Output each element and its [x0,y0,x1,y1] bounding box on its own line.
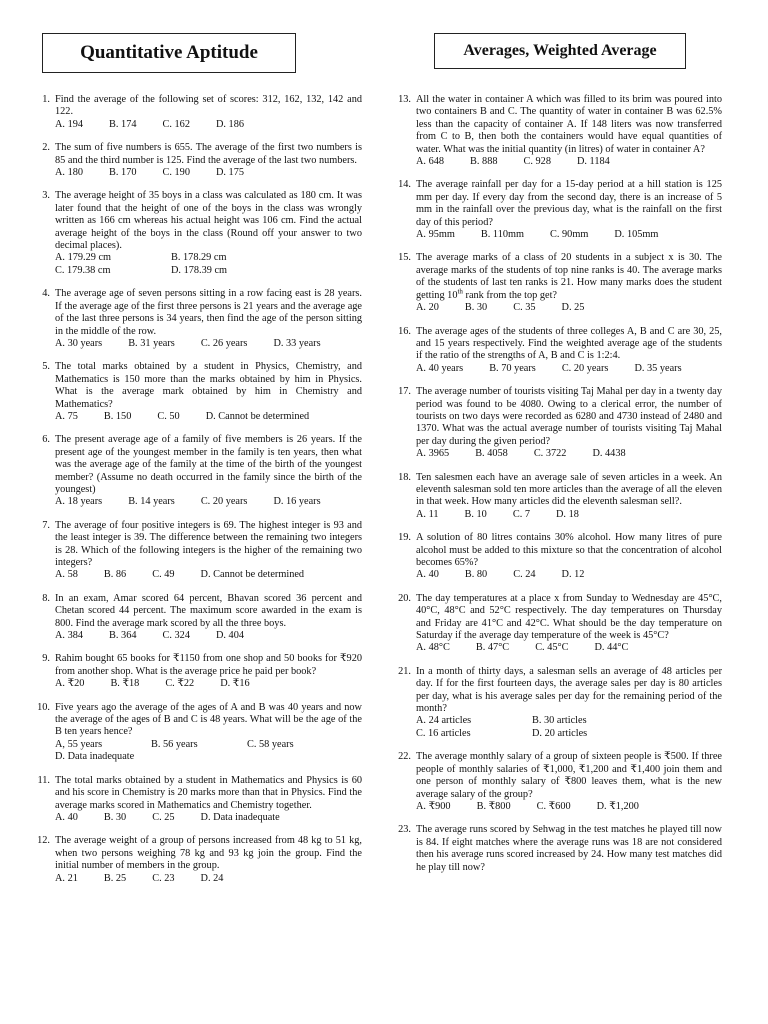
question-number: 16. [398,325,411,337]
answer-option: B. 31 years [128,337,175,349]
answer-option: D. ₹16 [220,678,250,690]
answer-option: B. 150 [103,410,132,422]
question-item [32,702,362,764]
answer-option: D. 35 years [634,362,682,374]
answer-option: D. 18 [556,508,579,520]
answer-options [416,363,722,375]
answer-options [55,496,362,508]
answer-option: D. 404 [215,630,244,642]
answer-options [416,569,722,581]
question-text: The average age of seven persons sitting in a row facing east is 28 years. If the average age of the first three persons is 21 years and the average age of the last three persons is 34 years, then find the age of the person sitting in the middle of the row. [55,288,362,337]
question-text-part: rank from the top get? [462,289,558,301]
answer-options [55,678,362,690]
answer-option: D. 12 [561,569,585,581]
answer-options [416,229,722,241]
question-text: A solution of 80 litres contains 30% alcohol. How many litres of pure alcohol must be added to this mixture so that the concentration of alcohol becomes 65%? [416,532,722,568]
answer-option: B. ₹800 [476,800,511,812]
question-item [32,593,362,643]
answer-options [55,119,362,131]
answer-option: B. 86 [103,569,127,581]
question-text: The average weight of a group of persons increased from 48 kg to 51 kg, when two persons weighing 78 kg and 93 kg join the group. Find the initial number of members in the group. [55,835,362,872]
right-question-column [391,94,722,885]
answer-option: B. 14 years [128,496,175,508]
question-item [391,252,722,314]
question-number: 1. [42,94,50,105]
question-number: 8. [42,592,50,604]
question-number: 5. [42,361,50,373]
question-item [391,94,722,168]
answer-option: C. 50 [157,410,180,422]
answer-option: A. 40 [416,569,439,581]
question-text-part: The average marks of a class of 20 students in a subject x is 30. The average marks of the students of top nine ranks is 40. The average marks of the students of last ten ranks is 21. How many marks does the student getting 10 [416,252,722,301]
question-item [32,142,362,179]
answer-option: D. 16 years [273,496,321,508]
question-item [391,326,722,376]
answer-option: C. 190 [162,167,190,179]
answer-option: B. 47°C [475,642,510,654]
question-item [391,824,722,874]
answer-option: C. 35 [513,302,536,314]
question-number: 2. [42,142,50,154]
question-item [32,361,362,423]
question-number: 13. [398,94,411,105]
question-number: 12. [37,835,50,847]
question-number: 18. [398,471,411,483]
question-text: The average number of tourists visiting Taj Mahal per day in a twenty day period was found to be 4080. Owing to a clerical error, the number of tourists on two days were recorded as 6280 and 4730 instead of 2480 and 1370. What was the actual average number of tourists visiting Taj Mahal per day during the given period? [416,386,722,447]
question-text [416,252,722,302]
question-text: In an exam, Amar scored 64 percent, Bhavan scored 36 percent and Chetan scored 44 percent. The maximum score awarded in the exam is 800. Find the average mark scored by all the three boys. [55,592,362,629]
question-text: The average ages of the students of three colleges A, B and C are 30, 25, and 15 years respectively. Find the weighted average age of the students if the ratio of the strengths of A, B and C is 1:2:4. [416,325,722,362]
answer-option: D. 33 years [273,337,321,349]
answer-options [416,801,722,813]
answer-options [416,715,722,740]
answer-option: C. 45°C [535,642,569,654]
answer-options [55,252,362,277]
question-text: The average runs scored by Sehwag in the test matches he played till now is 84. If eight matches where the average runs was 18 are not considered then his average runs scored increased by 24. How many test matches did he play till now? [416,824,722,873]
answer-option: A. 40 years [416,362,464,374]
answer-options [55,630,362,642]
answer-options [55,569,362,581]
answer-option: B. 170 [109,167,137,179]
answer-option: C. 7 [512,508,530,520]
question-item [32,653,362,690]
answer-options [55,739,362,764]
question-text: The total marks obtained by a student in Physics, Chemistry, and Mathematics is 150 more than the marks obtained by him in Physics. What is the average mark obtained by him in Chemistry and Mathematics? [55,361,362,410]
answer-option: D. Data inadequate [55,751,135,763]
question-text: The average height of 35 boys in a class was calculated as 180 cm. It was later found that the height of one of the boys in the class was wrongly written as 166 cm whereas his actual height was 106 cm. Find the actual average height of the boys in the class (Round off your answer to two decimal places). [55,190,362,252]
answer-option: A. 30 years [55,337,103,349]
answer-option: D. 44°C [594,642,629,654]
answer-option: C. 20 years [561,362,609,374]
answer-option: A. 11 [416,508,439,520]
question-item [32,520,362,582]
question-number: 23. [398,824,411,836]
topic-title: Averages, Weighted Average [463,42,657,59]
answer-options [416,156,722,168]
answer-option: B. 30 articles [532,715,587,727]
question-text: The total marks obtained by a student in Mathematics and Physics is 60 and his score in Chemistry is 20 marks more than that in Physics. Find the average marks scored in Mathematics and Chemistry together. [55,774,362,811]
answer-option: D. Cannot be determined [200,569,305,581]
answer-option: A. 3965 [416,448,450,460]
answer-option: C. 162 [162,118,190,130]
question-item [391,386,722,460]
answer-option: A. 40 [55,811,78,823]
answer-options [55,812,362,824]
question-text: All the water in container A which was filled to its brim was poured into two containers B and C. The quantity of water in container B was 62.5% less than the capacity of container A. If 148 liters was now transferred from C to B, then both the containers would have equal quantities of water. What was the initial quantity (in litres) of water in container A? [416,94,722,155]
answer-option: A. 384 [55,630,84,642]
answer-option: C. ₹600 [536,800,571,812]
answer-options [416,448,722,460]
answer-option: C. ₹22 [165,678,195,690]
answer-option: B. 30 [464,302,488,314]
answer-option: A. 48°C [416,642,450,654]
answer-option: A. 18 years [55,496,103,508]
answer-options [55,167,362,179]
answer-option: C. 25 [152,811,175,823]
answer-option: D. Data inadequate [200,811,280,823]
answer-option: B. 364 [109,630,137,642]
answer-options [416,642,722,654]
answer-options [55,873,362,885]
question-text: The average rainfall per day for a 15-day period at a hill station is 125 mm per day. If every day from the second day, there is an increase of 5 mm in the rainfall over the previous day, what is the rainfall on the first day of this period? [416,179,722,228]
answer-option: A. ₹900 [416,800,451,812]
answer-options [55,338,362,350]
answer-option: C. 49 [152,569,175,581]
question-number: 6. [42,434,50,446]
answer-option: B. 10 [464,508,487,520]
answer-option: D. 186 [215,118,244,130]
answer-option: C. 16 articles [416,727,471,739]
question-item [32,835,362,885]
question-item [391,666,722,740]
answer-option: A. 24 articles [416,715,472,727]
question-number: 4. [42,288,50,300]
answer-option: A. 179.29 cm [55,252,112,264]
answer-option: A. 95mm [416,229,455,241]
answer-option: D. ₹1,200 [596,800,639,812]
answer-option: B. ₹18 [110,678,140,690]
answer-option: C. 23 [152,872,175,884]
answer-option: D. 25 [561,302,585,314]
question-number: 10. [37,701,50,713]
question-item [32,775,362,825]
answer-option: D. Cannot be determined [205,410,310,422]
question-text: In a month of thirty days, a salesman sells an average of 48 articles per day. If for the first fourteen days, the average sales per day is 80 articles per day, what is his average sales per day for the remaining period of the month? [416,665,722,715]
question-item [391,472,722,522]
answer-option: A. 58 [55,569,78,581]
question-number: 14. [398,179,411,191]
answer-option: D. 175 [215,167,244,179]
question-item [32,94,362,131]
answer-option: B. 110mm [480,229,525,241]
answer-option: A. ₹20 [55,678,85,690]
answer-option: D. 178.39 cm [171,264,228,276]
question-item [32,434,362,508]
answer-option: B. 56 years [151,738,198,750]
answer-option: C. 928 [523,156,551,168]
answer-option: B. 4058 [475,448,508,460]
answer-option: C. 58 years [247,738,294,750]
answer-option: B. 178.29 cm [171,252,227,264]
question-item [391,179,722,241]
answer-option: D. 4438 [592,448,626,460]
question-text: Ten salesmen each have an average sale of seven articles in a week. An eleventh salesman sold ten more articles than the average of all the eleven in that week. How many articles did the eleventh salesman sell?. [416,471,722,508]
subject-title-box [42,33,296,73]
answer-option: B. 25 [103,872,127,884]
question-item [391,532,722,582]
question-item [32,288,362,350]
answer-option: A. 194 [55,118,84,130]
question-text: The sum of five numbers is 655. The average of the first two numbers is 85 and the third number is 125. Find the average of the last two numbers. [55,142,362,166]
question-text: The average of four positive integers is 69. The highest integer is 93 and the least integer is 39. The difference between the remaining two integers is 28. Which of the following integers is the higher of the remaining two integers? [55,519,362,568]
answer-options [55,411,362,423]
question-number: 19. [398,532,411,544]
question-text: The average monthly salary of a group of sixteen people is ₹500. If three people of monthly salaries of ₹1,000, ₹1,200 and ₹1,400 join them and one person of monthly salary of ₹800 leaves them, what is the new average salary of the group? [416,751,722,800]
answer-option: C. 90mm [550,229,589,241]
left-question-column [32,94,362,896]
answer-option: A. 648 [416,156,445,168]
question-number: 22. [398,751,411,763]
answer-option: A. 21 [55,872,78,884]
answer-option: C. 24 [513,569,536,581]
answer-option: B. 888 [470,156,498,168]
superscript: th [457,287,463,296]
answer-option: B. 30 [103,811,127,823]
answer-option: A. 20 [416,302,439,314]
answer-option: B. 80 [464,569,488,581]
question-number: 3. [42,190,50,202]
question-item [391,751,722,813]
question-number: 15. [398,252,411,264]
answer-option: D. 105mm [614,229,659,241]
answer-option: A, 55 years [55,738,103,750]
question-number: 17. [398,386,411,398]
topic-title-box [434,33,686,69]
question-text: The day temperatures at a place x from Sunday to Wednesday are 45°C, 40°C, 48°C and 52°C respectively. The day temperatures on Thursday and Friday are 41°C and 42°C. What should be the day temperature on Saturday if the average day temperature of the week is 45°C? [416,592,722,642]
question-text: Find the average of the following set of scores: 312, 162, 132, 142 and 122. [55,94,362,118]
question-number: 20. [398,592,411,604]
answer-option: D. 1184 [576,156,610,168]
subject-title: Quantitative Aptitude [80,42,258,63]
answer-option: C. 324 [162,630,190,642]
question-number: 9. [42,653,50,665]
answer-option: C. 3722 [533,448,567,460]
answer-options [416,509,722,521]
answer-option: B. 70 years [489,362,536,374]
answer-option: A. 75 [55,410,78,422]
answer-option: D. 20 articles [532,727,588,739]
answer-option: C. 20 years [200,496,248,508]
question-number: 21. [398,665,411,677]
question-text: Rahim bought 65 books for ₹1150 from one shop and 50 books for ₹920 from another shop. What is the average price he paid per book? [55,653,362,677]
answer-option: C. 26 years [200,337,248,349]
question-text: The present average age of a family of five members is 26 years. If the present age of the youngest member in the family is ten years, then what was the average age of the family at the time of the birth of the youngest member? (Assume no death occurred in the family since the birth of the youngest) [55,434,362,495]
question-item [32,190,362,277]
answer-options [416,302,722,314]
answer-option: A. 180 [55,167,84,179]
answer-option: C. 179.38 cm [55,264,111,276]
question-number: 7. [42,519,50,531]
question-text: Five years ago the average of the ages of A and B was 40 years and now the average of the ages of B and C is 48 years. What will be the age of the B ten years hence? [55,701,362,738]
answer-option: B. 174 [109,118,137,130]
question-item [391,593,722,655]
answer-option: D. 24 [200,872,224,884]
question-number: 11. [37,774,50,786]
